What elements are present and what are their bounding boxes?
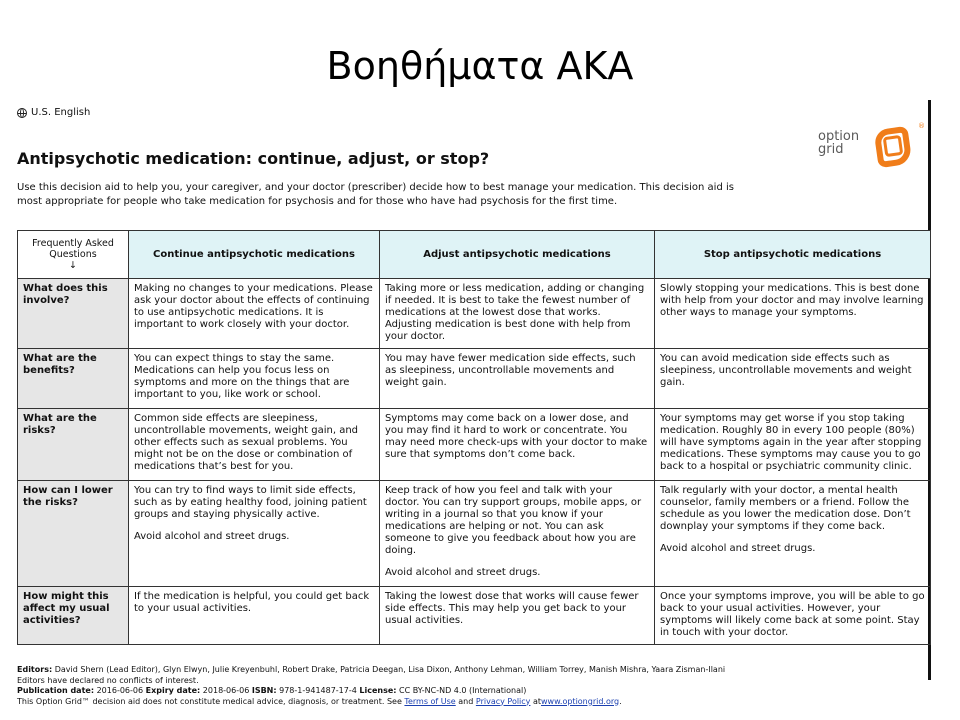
pub-date-label: Publication date:: [17, 686, 95, 695]
logo-screen-icon: [883, 135, 904, 157]
answer-paragraph: You may have fewer medication side effects, such as sleepiness, uncontrollable movements and weight gain.: [385, 353, 636, 388]
answer-cell: [655, 279, 931, 349]
answer-paragraph: If the medication is helpful, you could get back to your usual activities.: [134, 591, 370, 614]
paragraph-gap: [134, 521, 374, 531]
answer-cell: [655, 409, 931, 481]
paragraph-gap: [660, 533, 925, 543]
language-label: U.S. English: [31, 107, 91, 118]
question-cell: How can I lower the risks?: [18, 481, 129, 587]
answer-paragraph: Slowly stopping your medications. This is best done with help from your doctor and may involve learning other ways to manage your symptoms.: [660, 283, 924, 318]
logo-word-grid: grid: [818, 142, 844, 157]
answer-paragraph: Avoid alcohol and street drugs.: [660, 543, 816, 554]
answer-cell: [129, 409, 380, 481]
paragraph-gap: [385, 557, 649, 567]
license-label: License:: [359, 686, 397, 695]
answer-paragraph: Taking more or less medication, adding or changing if needed. It is best to take the fewest number of medications at the lowest dose that works. Adjusting medication is best done with help from your doctor.: [385, 283, 645, 342]
answer-cell: [655, 349, 931, 409]
answer-cell: [380, 409, 655, 481]
language-selector[interactable]: [17, 107, 90, 118]
intro-text: Use this decision aid to help you, your caregiver, and your doctor (prescriber) decide how to best manage your medication. This decision aid is most appropriate for people who take medication for psychosis and for those who have had psychosis for the first time.: [17, 182, 734, 207]
disclaimer-at: at: [532, 696, 542, 706]
question-cell: What does this involve?: [18, 279, 129, 349]
answer-cell: [380, 587, 655, 645]
answer-paragraph: Avoid alcohol and street drugs.: [385, 567, 541, 578]
expiry-date: 2018-06-06: [202, 686, 250, 695]
answer-paragraph: Talk regularly with your doctor, a mental health counselor, family members or a friend. Follow the schedule as you lower the medication dose. Don’t downplay your symptoms if they come back.: [660, 485, 911, 532]
privacy-policy-link[interactable]: Privacy Policy: [475, 696, 531, 706]
answer-paragraph: Common side effects are sleepiness, uncontrollable movements, weight gain, and other effects such as sexual problems. You might not be on the dose or combination of medications that’s best for you.: [134, 413, 359, 472]
editors-label: Editors:: [17, 665, 53, 674]
table-row: [18, 279, 931, 349]
answer-paragraph: Symptoms may come back on a lower dose, and you may find it hard to work or concentrate. You may need more check-ups with your doctor to make sure that symptoms don’t come back.: [385, 413, 648, 460]
table-row: [18, 409, 931, 481]
answer-cell: [380, 279, 655, 349]
isbn-label: ISBN:: [251, 686, 277, 695]
option-grid-table: [17, 230, 931, 645]
faq-label: Frequently Asked Questions: [32, 238, 114, 260]
column-header-adjust: Adjust antipsychotic medications: [380, 231, 655, 279]
logo-word-option: option: [818, 129, 860, 144]
document-title: Antipsychotic medication: continue, adjust, or stop?: [17, 149, 490, 168]
pub-date: 2016-06-06: [96, 686, 144, 695]
footer: [17, 665, 927, 707]
table-header-row: [18, 231, 931, 279]
answer-cell: [380, 349, 655, 409]
faq-header: [18, 231, 129, 279]
column-header-stop: Stop antipsychotic medications: [655, 231, 931, 279]
answer-paragraph: Once your symptoms improve, you will be able to go back to your usual activities. However, your symptoms will likely come back at some point. Stay in touch with your doctor.: [660, 591, 925, 638]
question-cell: What are the risks?: [18, 409, 129, 481]
logo-wordmark: [818, 130, 859, 156]
answer-paragraph: You can try to find ways to limit side effects, such as by eating healthy food, joining patient groups and staying physically active.: [134, 485, 367, 520]
answer-paragraph: Keep track of how you feel and talk with your doctor. You can try support groups, mobile apps, or writing in a journal so that you know if your medications are helping or not. You can ask someone to give you feedback about how you are doing.: [385, 485, 642, 556]
answer-paragraph: You can expect things to stay the same. Medications can help you focus less on symptoms and more on the things that are important to you, like work or school.: [134, 353, 350, 400]
arrow-down-icon: ↓: [69, 260, 77, 271]
answer-cell: [655, 587, 931, 645]
editors-list: David Shern (Lead Editor), Glyn Elwyn, Julie Kreyenbuhl, Robert Drake, Patricia Deegan, Lisa Dixon, Anthony Lehman, William Torrey, Manish Mishra, Yaara Zisman-Ilani: [54, 665, 726, 674]
expiry-label: Expiry date:: [145, 686, 201, 695]
disclaimer-text: This Option Grid™ decision aid does not constitute medical advice, diagnosis, or treatment. See: [17, 696, 402, 706]
answer-cell: [129, 279, 380, 349]
answer-cell: [129, 349, 380, 409]
answer-paragraph: Taking the lowest dose that works will cause fewer side effects. This may help you get back to your usual activities.: [385, 591, 639, 626]
question-cell: What are the benefits?: [18, 349, 129, 409]
disclaimer-and: and: [458, 696, 474, 706]
terms-of-use-link[interactable]: Terms of Use: [404, 696, 456, 706]
answer-cell: [129, 587, 380, 645]
table-row: [18, 587, 931, 645]
answer-paragraph: You can avoid medication side effects such as sleepiness, uncontrollable movements and weight gain.: [660, 353, 912, 388]
answer-cell: [655, 481, 931, 587]
answer-paragraph: Your symptoms may get worse if you stop taking medication. Roughly 80 in every 100 people (80%) will have symptoms again in the year after stopping medications. These symptoms may cause you to go back to a hospital or psychiatric community clinic.: [660, 413, 922, 472]
table-row: [18, 481, 931, 587]
question-cell: How might this affect my usual activities?: [18, 587, 129, 645]
license: CC BY-NC-ND 4.0 (International): [399, 686, 527, 695]
publication-info: [17, 686, 927, 697]
disclaimer-end: .: [619, 696, 622, 706]
option-grid-logo: [818, 124, 930, 172]
slide-title: Βοηθήματα ΑΚΑ: [326, 44, 634, 88]
footer-editors: [17, 665, 927, 676]
answer-paragraph: Avoid alcohol and street drugs.: [134, 531, 290, 542]
registered-icon: ®: [918, 122, 925, 130]
answer-paragraph: Making no changes to your medications. Please ask your doctor about the effects of continuing to use antipsychotic medications. It is important to work closely with your doctor.: [134, 283, 373, 330]
table-row: [18, 349, 931, 409]
answer-cell: [129, 481, 380, 587]
conflicts-statement: Editors have declared no conflicts of interest.: [17, 675, 199, 685]
globe-icon: [17, 108, 27, 118]
website-link[interactable]: www.optiongrid.org: [541, 696, 620, 706]
disclaimer: [17, 697, 927, 708]
answer-cell: [380, 481, 655, 587]
column-header-continue: Continue antipsychotic medications: [129, 231, 380, 279]
isbn: 978-1-941487-17-4: [279, 686, 357, 695]
